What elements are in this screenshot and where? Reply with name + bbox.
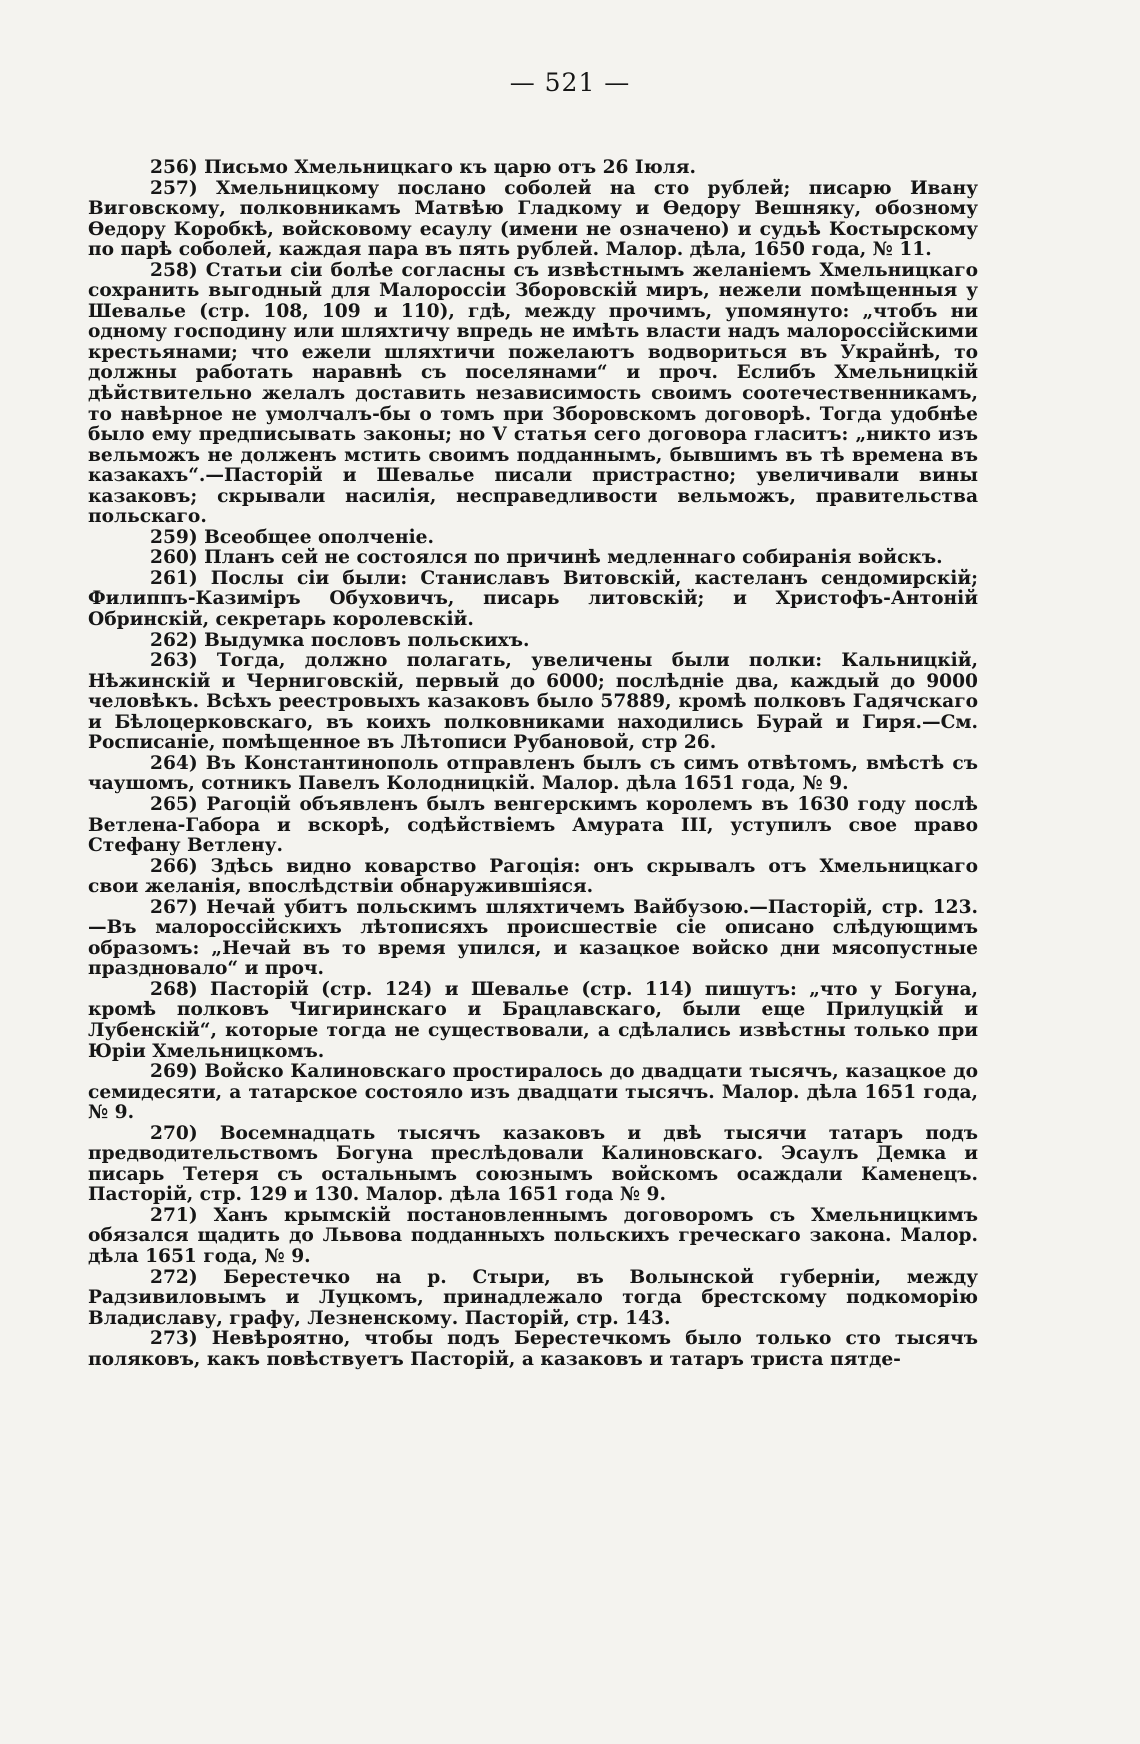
note-265: 265) Рагоцій объявленъ былъ венгерскимъ королемъ въ 1630 году послѣ Ветлена-Габора и вскорѣ, содѣйствіемъ Амурата III, уступилъ свое право Стефану Ветлену. [88, 793, 978, 857]
note-268: 268) Пасторій (стр. 124) и Шевалье (стр. 114) пишутъ: „что у Богуна, кромѣ полковъ Чигиринскаго и Брацлавскаго, были еще Прилуцкій и Лубенскій“, которые тогда не существовали, а сдѣлались извѣстны только при Юріи Хмельницкомъ. [88, 978, 978, 1062]
note-263: 263) Тогда, должно полагать, увеличены были полки: Кальницкій, Нѣжинскій и Черниговскій, первый до 6000; послѣдніе два, каждый до 9000 человѣкъ. Всѣхъ реестровыхъ казаковъ было 57889, кромѣ полковъ Гадячскаго и Бѣлоцерковскаго, въ коихъ полковниками находились Бурай и Гиря.—См. Росписаніе, помѣщенное въ Лѣтописи Рубановой, стр 26. [88, 650, 978, 754]
note-258: 258) Статьи сіи болѣе согласны съ извѣстнымъ желаніемъ Хмельницкаго сохранить выгодный для Малороссіи Зборовскій миръ, нежели помѣщенныя у Шевалье (стр. 108, 109 и 110), гдѣ, между прочимъ, упомянуто: „чтобъ ни одному господину или шляхтичу впредь не имѣть власти надъ малороссійскими крестьянами; что ежели шляхтичи пожелаютъ водвориться въ Украйнѣ, то должны работать наравнѣ съ поселянами“ и проч. Еслибъ Хмельницкій дѣйствительно желалъ доставить независимость своимъ соотечественникамъ, то навѣрное не умолчалъ-бы о томъ при Зборовскомъ договорѣ. Тогда удобнѣе было ему предписывать законы; но V статья сего договора гласитъ: „никто изъ вельможъ не долженъ мстить своимъ подданнымъ, бывшимъ въ тѣ времена въ казакахъ“.—Пасторій и Шевалье писали пристрастно; увеличивали вины казаковъ; скрывали насилія, несправедливости вельможъ, правительства польскаго. [88, 259, 978, 528]
note-261: 261) Послы сіи были: Станиславъ Витовскій, кастеланъ сендомирскій; Филиппъ-Казиміръ Обуховичъ, писарь литовскій; и Христофъ-Антоній Обринскій, секретарь королевскій. [88, 567, 978, 631]
note-264: 264) Въ Константинополь отправленъ былъ съ симъ отвѣтомъ, вмѣстѣ съ чаушомъ, сотникъ Павелъ Колодницкій. Малор. дѣла 1651 года, № 9. [88, 752, 978, 795]
note-269: 269) Войско Калиновскаго простиралось до двадцати тысячъ, казацкое до семидесяти, а татарское состояло изъ двадцати тысячъ. Малор. дѣла 1651 года, № 9. [88, 1061, 978, 1124]
endnotes [88, 158, 978, 1370]
note-256: 256) Письмо Хмельницкаго къ царю отъ 26 Іюля. [150, 157, 697, 178]
page-number: — 521 — [509, 68, 631, 97]
note-267: 267) Нечай убитъ польскимъ шляхтичемъ Вайбузою.—Пасторій, стр. 123.—Въ малороссійскихъ лѣтописяхъ происшествіе сіе описано слѣдующимъ образомъ: „Нечай въ то время упился, и казацкое войско дни мясопустные праздновало“ и проч. [88, 896, 978, 980]
note-259: 259) Всеобщее ополченіе. [150, 526, 434, 548]
note-266: 266) Здѣсь видно коварство Рагоція: онъ скрывалъ отъ Хмельницкаго свои желанія, впослѣдствіи обнаружившіяся. [88, 855, 978, 898]
note-272: 272) Берестечко на р. Стыри, въ Волынской губерніи, между Радзивиловымъ и Луцкомъ, принадлежало тогда брестскому подкоморію Владиславу, графу, Лезненскому. Пасторій, стр. 143. [88, 1266, 978, 1329]
note-270: 270) Восемнадцать тысячъ казаковъ и двѣ тысячи татаръ подъ предводительствомъ Богуна преслѣдовали Калиновскаго. Эсаулъ Демка и писарь Тетеря съ остальнымъ союзнымъ войскомъ осаждали Каменецъ. Пасторій, стр. 129 и 130. Малор. дѣла 1651 года № 9. [88, 1122, 978, 1206]
note-271: 271) Ханъ крымскій постановленнымъ договоромъ съ Хмельницкимъ обязался щадить до Львова подданныхъ польскихъ греческаго закона. Малор. дѣла 1651 года, № 9. [88, 1204, 978, 1267]
note-260: 260) Планъ сей не состоялся по причинѣ медленнаго собиранія войскъ. [150, 547, 943, 569]
note-262: 262) Выдумка пословъ польскихъ. [150, 629, 530, 651]
note-257: 257) Хмельницкому послано соболей на сто рублей; писарю Ивану Виговскому, полковникамъ Матвѣю Гладкому и Өедору Вешняку, обозному Өедору Коробкѣ, войсковому есаулу (имени не означено) и судьѣ Костырскому по парѣ соболей, каждая пара въ пять рублей. Малор. дѣла, 1650 года, № 11. [88, 177, 978, 261]
note-273: 273) Невѣроятно, чтобы подъ Берестечкомъ было только сто тысячъ поляковъ, какъ повѣствуетъ Пасторій, а казаковъ и татаръ триста пятде- [88, 1328, 978, 1370]
